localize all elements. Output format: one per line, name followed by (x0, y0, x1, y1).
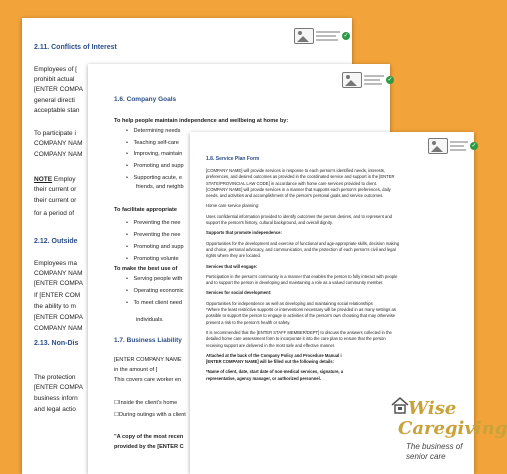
service-plan-line: Supports that promote independence: (206, 230, 282, 236)
service-plan-line: preferences, and desired outcomes as provided in the coordinated service and support in the [ENTER (206, 174, 395, 180)
goal-intro: To make the best use of (114, 266, 178, 272)
text-line: COMPANY NAM (34, 325, 83, 332)
service-plan-line: [COMPANY NAME] will provide services in response to each person's identified needs, interests, (206, 168, 386, 173)
checkbox-item: ☐During outings with a client (114, 412, 186, 418)
list-item: • Improving, maintain (126, 151, 183, 157)
template-badge (294, 28, 350, 44)
heading-outside: 2.12. Outside (34, 238, 78, 245)
service-plan-line: Participation in the person's community in a manner that enables the person to fully interact with people (206, 273, 398, 279)
text-line: [ENTER COMPA (34, 86, 83, 93)
text-line: The protection (34, 374, 76, 381)
service-plan-line: [ENTER COMPANY NAME] will be filled out the following details: (206, 359, 335, 365)
service-plan-line: needs, and activities and accomplishment of the person's personal goals and service outcomes. (206, 193, 384, 199)
text-line: If [ENTER COM (34, 292, 81, 299)
text-line: their current or (34, 197, 77, 204)
logo-wise: Wise (408, 398, 457, 419)
image-placeholder-icon (428, 138, 448, 154)
service-plan-line: [COMPANY NAME] will provide services in a manner that supports each person's preferences, daily (206, 186, 391, 192)
paragraph-gap (206, 382, 460, 386)
logo-tagline: The business of (406, 442, 463, 451)
text-line: [ENTER COMPANY NAME (114, 357, 182, 363)
goal-intro: To help people maintain independence and wellbeing at home by: (114, 118, 289, 124)
text-line: and legal actio (34, 406, 76, 413)
service-plan-line: present a risk to the person's health or safety. (206, 319, 291, 325)
list-item-cont: individuals. (136, 317, 164, 323)
service-plan-content (206, 156, 460, 386)
text-line: acceptable stan (34, 107, 80, 114)
logo-caregiving: Caregiving (398, 418, 507, 439)
list-item: • Promoting volunte (126, 256, 179, 262)
note-label: NOTE (34, 176, 53, 183)
checkbox-item: ☐Inside the client's home (114, 400, 178, 406)
service-plan-line: support the person's history, cultural background, and overall dignity. (206, 220, 333, 226)
service-plan-line: and to support the person in developing and maintaining a role as a valued community member. (206, 280, 384, 286)
list-item: • Promoting and supp (126, 163, 184, 169)
template-badge (342, 72, 394, 88)
text-line: for a period of (34, 210, 75, 217)
text-line: COMPANY NAM (34, 140, 83, 147)
text-line: the ability to m (34, 303, 76, 310)
goal-intro: To facilitate appropriate (114, 207, 177, 213)
wise-caregiving-logo (384, 390, 507, 474)
heading-nondisclosure: 2.13. Non-Dis (34, 340, 79, 347)
list-item: • Supporting acute, e (126, 175, 183, 181)
check-icon: ✓ (387, 77, 393, 83)
service-plan-line: rights where they are located. (206, 253, 261, 259)
list-item: • Serving people with (126, 276, 183, 282)
list-item: • Operating economic (126, 288, 184, 294)
text-line: in the amount of [ (114, 367, 158, 373)
text-line: their current or (34, 186, 77, 193)
text-line: This covers care worker en (114, 377, 182, 383)
list-item: • Promoting and supp (126, 244, 184, 250)
logo-tagline: senior care (406, 452, 446, 461)
text-line: COMPANY NAM (34, 151, 83, 158)
list-item-cont: friends, and neighb (136, 184, 184, 190)
check-icon: ✓ (471, 143, 477, 149)
list-item: • To meet client need (126, 300, 183, 306)
service-plan-line: detailed home care assessment form to incorporate it into the care plan to ensure that the person (206, 336, 386, 342)
quote-line: "A copy of the most recen (114, 434, 184, 440)
text-line: [ENTER COMPA (34, 384, 83, 391)
service-plan-line: Opportunities for independence as well as developing and maintaining social relationships (206, 300, 373, 306)
house-icon (390, 396, 410, 414)
heading-conflicts: 2.11. Conflicts of Interest (34, 44, 117, 51)
service-plan-line: STATE/PROVINCIAL LAW CODE] in accordance with home care services provided to client. (206, 180, 378, 186)
service-plan-line: Uses confidential information provided to identify outcomes the person desires, and to represent and (206, 213, 392, 219)
image-placeholder-icon (294, 28, 314, 44)
service-plan-line: Services for social development: (206, 290, 272, 296)
quote-line: provided by the [ENTER C (114, 444, 184, 450)
service-plan-line: *Where the least restrictive supports or interventions necessary will be provided in as many settings as (206, 307, 396, 313)
check-icon: ✓ (343, 33, 349, 39)
service-plan-body (206, 168, 460, 386)
text-line: Employees of [ (34, 66, 77, 73)
service-plan-line: possible to support the person to engage in activities of the person's own choosing that may otherwise (206, 313, 396, 319)
service-plan-line: *Name of client, date, start date of non-medical services, signature, a (206, 369, 344, 375)
service-plan-line: Opportunities for the development and exercise of functional and age-appropriate skills, decision making (206, 240, 400, 246)
list-item: • Preventing the nee (126, 232, 181, 238)
text-line: [ENTER COMPA (34, 280, 83, 287)
text-line: general directi (34, 97, 75, 104)
list-item: • Determining needs (126, 128, 181, 134)
text-line: prohibit actual (34, 76, 75, 83)
service-plan-line: Attached at the back of the Company Policy and Procedure Manual i (206, 352, 342, 358)
list-item: • Preventing the nee (126, 220, 181, 226)
text-line: To participate i (34, 130, 76, 137)
service-plan-line: Services that will engage: (206, 263, 258, 269)
template-badge (428, 138, 478, 154)
text-line: [ENTER COMPA (34, 314, 83, 321)
service-plan-line: and choice, personal advocacy, and communication, and the protection of each person's civil and legal (206, 246, 396, 252)
image-placeholder-icon (342, 72, 362, 88)
service-plan-line: representative, agency manager, or authorized personnel. (206, 375, 321, 381)
text-line: business inforn (34, 395, 78, 402)
service-plan-line: It is recommended that the [ENTER STAFF MEMBER/DEPT] to discuss the answers collected in the (206, 329, 392, 335)
service-plan-line: receiving support are delivered in the most safe and effective manner. (206, 342, 336, 348)
list-item: • Teaching self-care (126, 140, 179, 146)
service-plan-line: Home care service planning: (206, 203, 260, 209)
heading-service-plan: 1.8. Service Plan Form (206, 156, 260, 162)
text-line: Employees ma (34, 260, 77, 267)
text-line: COMPANY NAM (34, 270, 83, 277)
heading-business-liability: 1.7. Business Liability (114, 337, 182, 344)
note-line: NOTE Employ (34, 176, 76, 183)
heading-company-goals: 1.6. Company Goals (114, 96, 177, 103)
